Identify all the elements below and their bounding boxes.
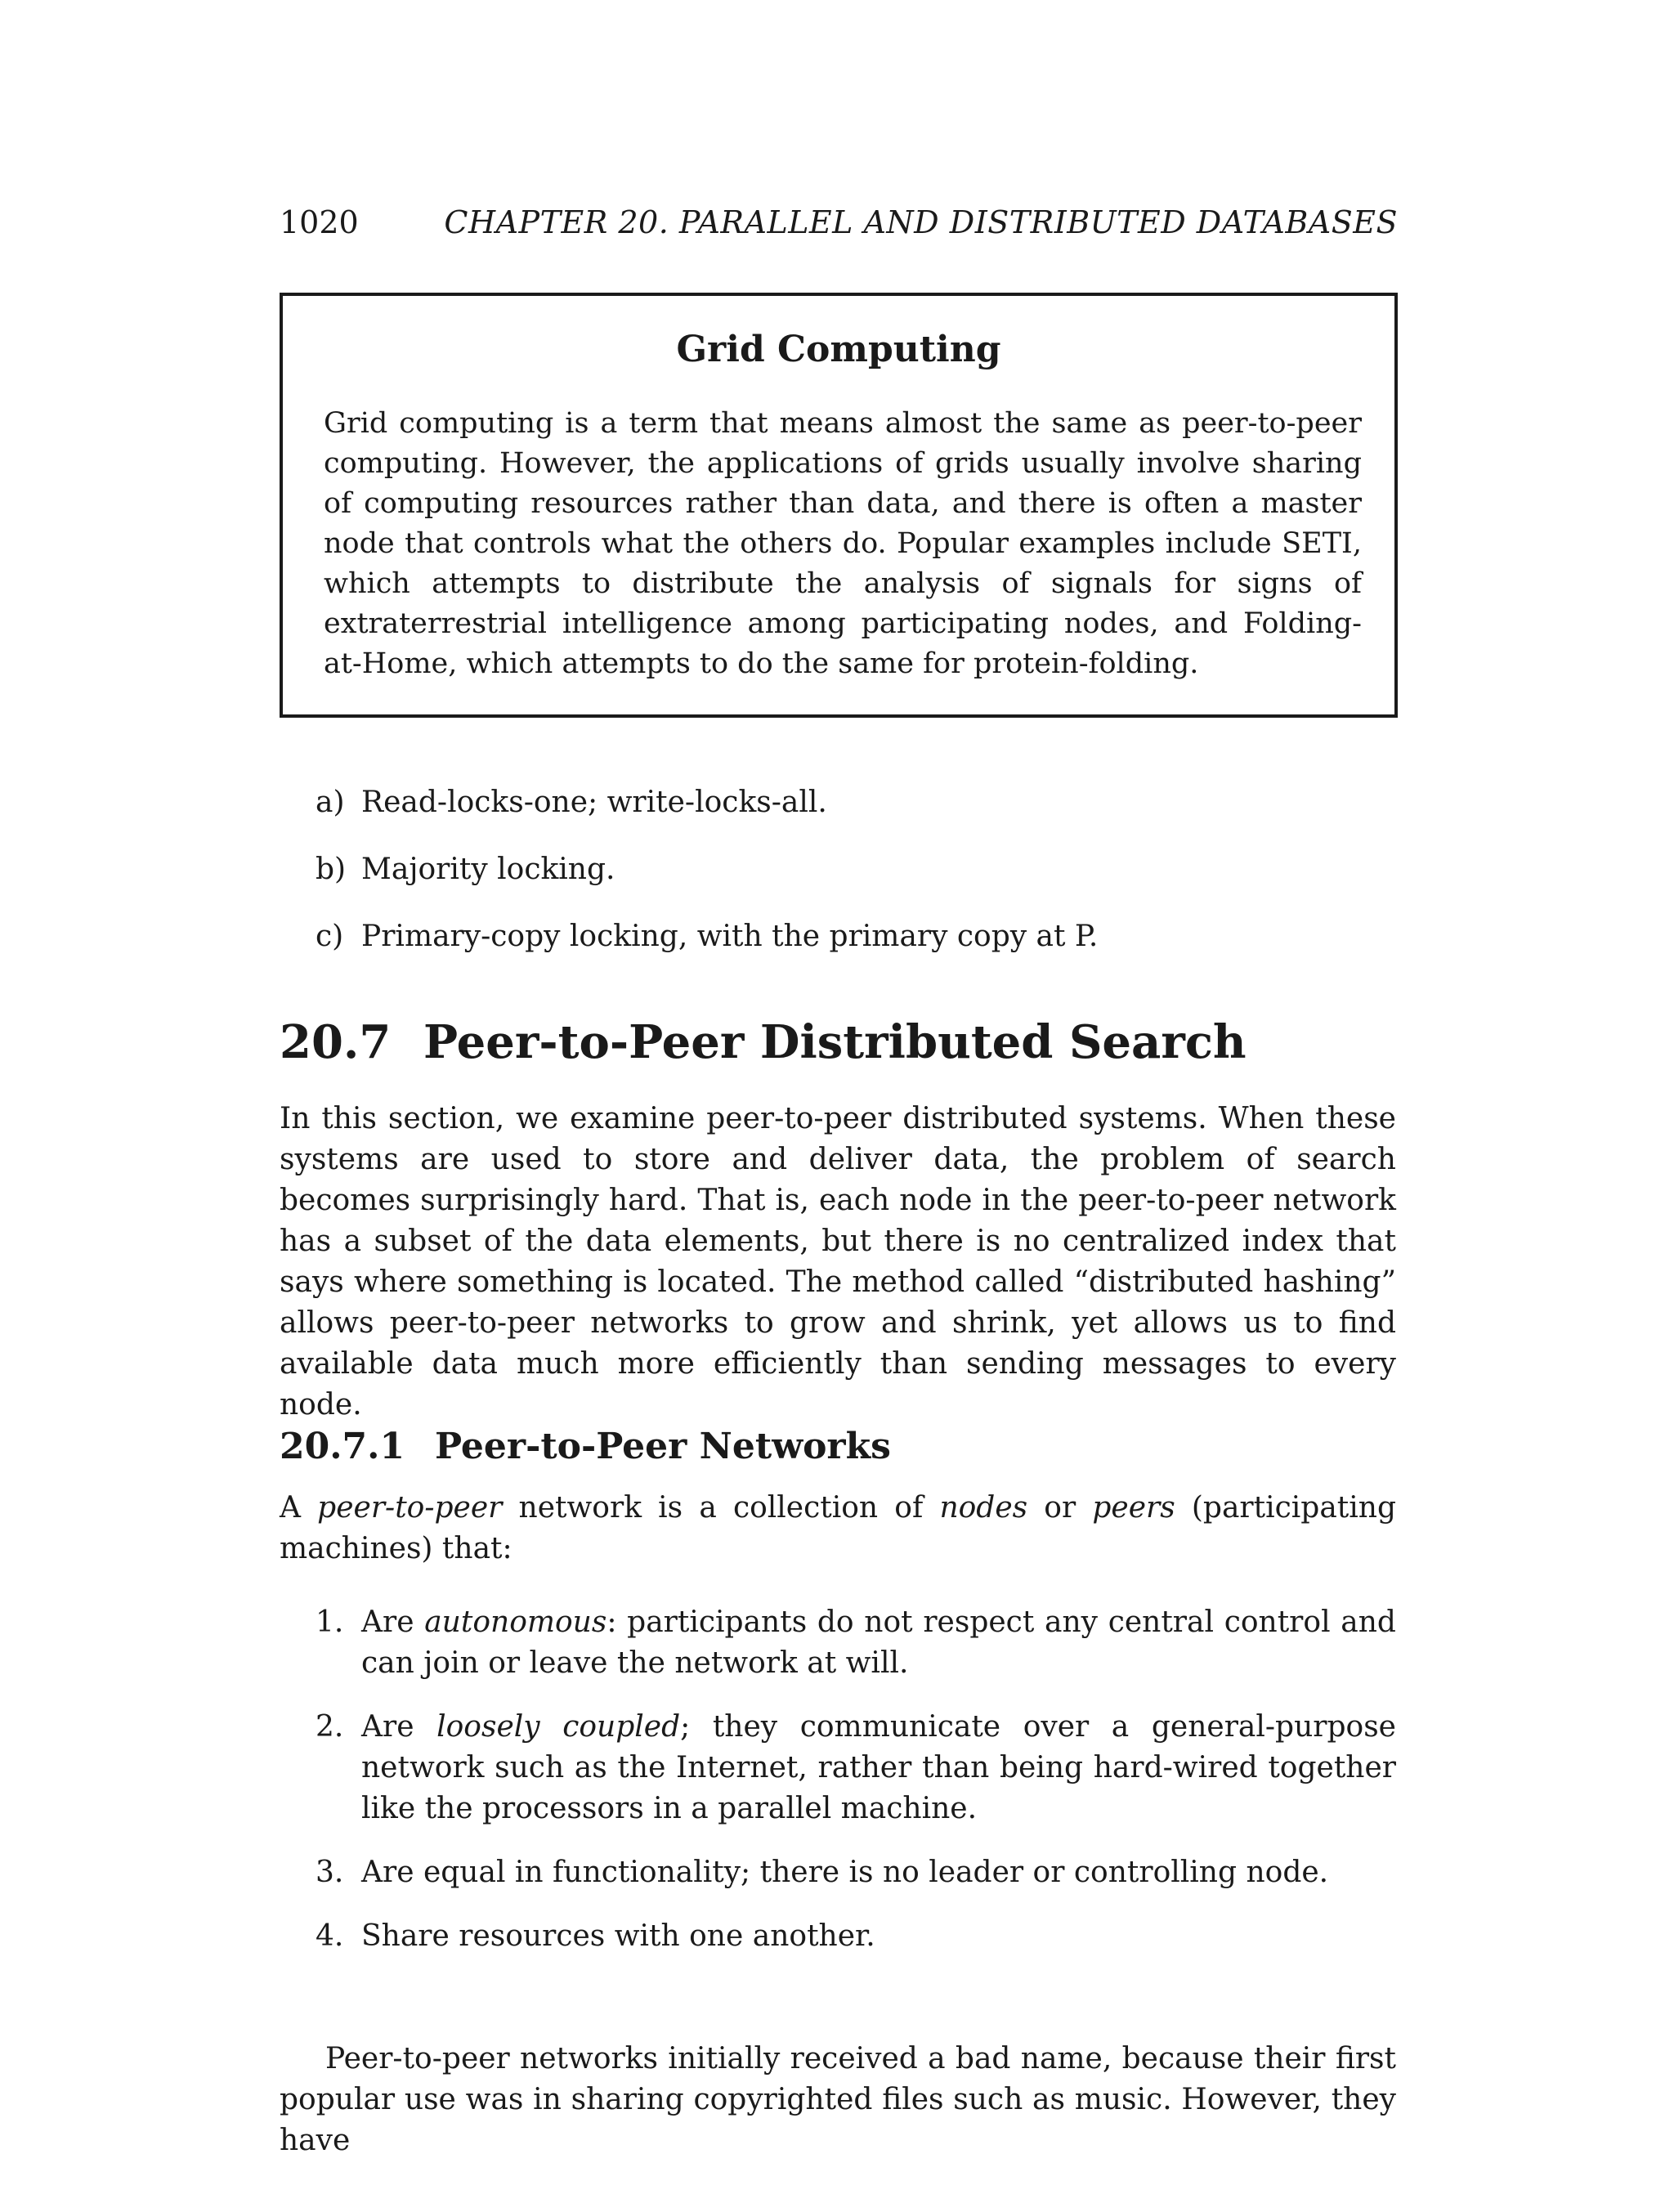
- term-autonomous: autonomous: [424, 1605, 607, 1639]
- text-run: or: [1027, 1491, 1093, 1525]
- item-number: 1.: [316, 1605, 344, 1639]
- section-number: 20.7: [280, 1015, 392, 1069]
- text-run: (participating machines) that:: [280, 1491, 1396, 1565]
- item-text: Are autonomous: participants do not respect any central control and can join or leave the network at will.: [361, 1605, 1396, 1680]
- list-item: [316, 1852, 1396, 1893]
- subsection-number: 20.7.1: [280, 1426, 405, 1467]
- box-title: Grid Computing: [676, 329, 1001, 370]
- list-item: [316, 1602, 1396, 1684]
- list-item: [316, 783, 1378, 850]
- definition-paragraph: [280, 1488, 1396, 1569]
- text-run: A: [280, 1491, 318, 1525]
- section-intro-paragraph: In this section, we examine peer-to-peer distributed systems. When these systems are used to store and deliver data, the problem of search becomes surprisingly hard. That is, each node in the peer-to-peer network has a subset of the data elements, but there is no centralized index that says where something is located. The method called “distributed hashing” allows peer-to-peer networks to grow and shrink, yet allows us to find available data much more efficiently than sending messages to every node.: [280, 1102, 1396, 1422]
- term-peers: peers: [1092, 1491, 1175, 1525]
- item-text: Primary-copy locking, with the primary copy at P.: [361, 920, 1099, 953]
- term-loosely-coupled: loosely coupled: [436, 1710, 681, 1744]
- item-text: Read-locks-one; write-locks-all.: [361, 786, 827, 819]
- item-text: Are equal in functionality; there is no leader or controlling node.: [361, 1856, 1329, 1889]
- term-nodes: nodes: [939, 1491, 1028, 1525]
- item-text: Majority locking.: [361, 853, 615, 886]
- item-label: c): [316, 920, 344, 953]
- item-label: a): [316, 786, 345, 819]
- section-heading: [280, 1015, 1398, 1069]
- section-title: Peer-to-Peer Distributed Search: [423, 1015, 1247, 1069]
- grid-computing-box: [280, 293, 1398, 718]
- subsection-heading: [280, 1424, 1398, 1470]
- closing-paragraph: Peer-to-peer networks initially received a bad name, because their first popular use was in sharing copyrighted files such as music. However, they have: [280, 2042, 1396, 2157]
- item-label: b): [316, 853, 347, 886]
- chapter-title: CHAPTER 20. PARALLEL AND DISTRIBUTED DATABASES: [444, 204, 1398, 240]
- item-number: 3.: [316, 1856, 344, 1889]
- term-peer-to-peer: peer-to-peer: [317, 1491, 503, 1525]
- item-number: 4.: [316, 1919, 344, 1953]
- item-text: Are loosely coupled; they communicate over a general-purpose network such as the Internet, rather than being hard-wired together like the processors in a parallel machine.: [361, 1710, 1396, 1825]
- list-item: [316, 1707, 1396, 1829]
- exercise-list: [316, 783, 1378, 984]
- list-item: [316, 1916, 1396, 1957]
- properties-list: [316, 1602, 1396, 1980]
- box-body: Grid computing is a term that means almost the same as peer-to-peer computing. However, the applications of grids usually involve sharing of computing resources rather than data, and there is often a master node that controls what the others do. Popular examples include SETI, which attempts to distribute the analysis of signals for signs of extraterrestrial intelligence among participating nodes, and Folding-at-Home, which attempts to do the same for protein-folding.: [324, 407, 1362, 680]
- text-run: network is a collection of: [502, 1491, 940, 1525]
- item-number: 2.: [316, 1710, 344, 1744]
- list-item: [316, 850, 1378, 917]
- subsection-title: Peer-to-Peer Networks: [435, 1426, 891, 1467]
- list-item: [316, 917, 1378, 984]
- page-number: 1020: [280, 204, 359, 240]
- item-text: Share resources with one another.: [361, 1919, 875, 1953]
